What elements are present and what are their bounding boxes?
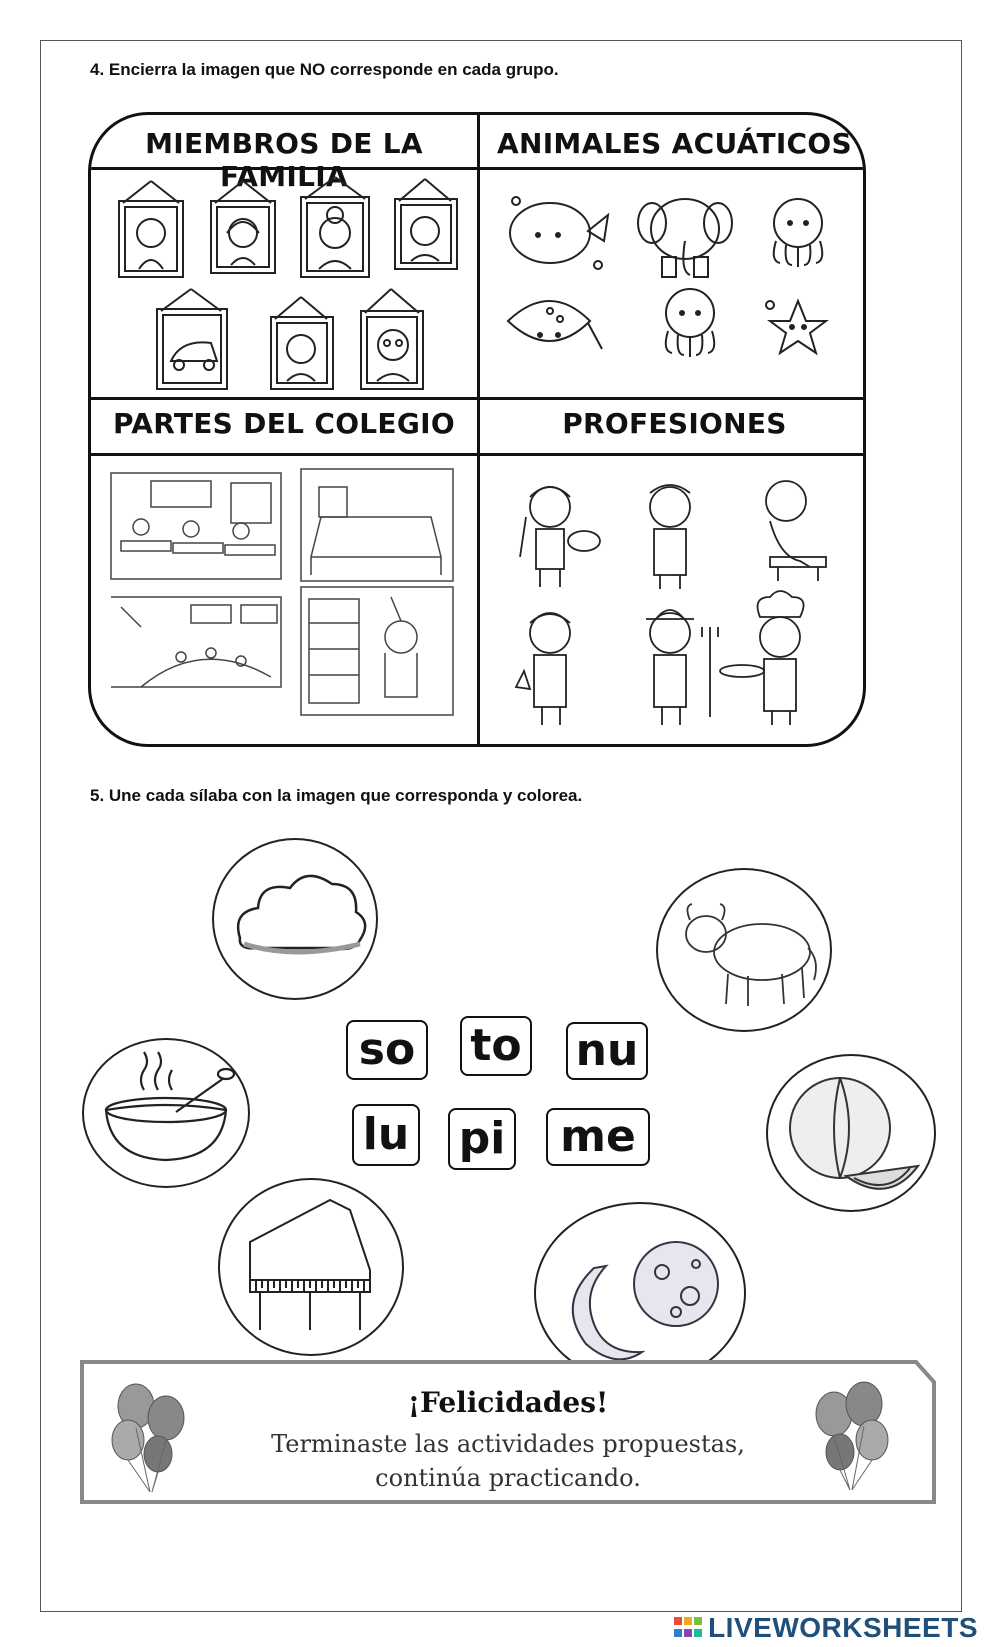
octopus2-icon: [666, 289, 715, 357]
aquatic-pictures: [480, 171, 866, 397]
frame-boy-icon: [119, 181, 183, 277]
farmer-icon: [646, 610, 718, 725]
grid-header-divider-bottom: [91, 453, 866, 456]
syllable-pi[interactable]: pi: [448, 1108, 516, 1170]
congratulations-line-2: continúa practicando.: [375, 1464, 641, 1492]
frame-grandma-icon: [301, 177, 369, 277]
frame-grandpa-icon: [361, 289, 423, 389]
family-pictures: [91, 171, 477, 397]
piano-circle[interactable]: [218, 1178, 404, 1356]
octopus-icon: [774, 199, 823, 267]
elderly-man-icon: [766, 481, 826, 581]
syllable-me[interactable]: me: [546, 1108, 650, 1166]
playground-icon: [111, 597, 281, 687]
melon-circle[interactable]: [766, 1054, 936, 1212]
nurse-icon: [650, 485, 690, 589]
syllable-lu[interactable]: lu: [352, 1104, 420, 1166]
melon-icon: [768, 1056, 934, 1210]
group-title-aquatic: ANIMALES ACUÁTICOS: [497, 127, 852, 160]
stingray-icon: [508, 301, 602, 349]
syllable-nu[interactable]: nu: [566, 1022, 648, 1080]
elephant-icon: [638, 199, 732, 277]
piano-icon: [220, 1180, 402, 1354]
congratulations-title: ¡Felicidades!: [407, 1386, 609, 1419]
groups-grid: [88, 112, 866, 747]
syllable-to[interactable]: to: [460, 1016, 532, 1076]
group-title-family: MIEMBROS DE LA FAMILIA: [145, 127, 423, 193]
soup-bowl-icon: [84, 1040, 248, 1186]
exercise-4-instruction: 4. Encierra la imagen que NO corresponde en cada grupo.: [90, 60, 559, 79]
library-icon: [301, 587, 453, 715]
group-title-professions: PROFESIONES: [562, 407, 787, 440]
group-title-school: PARTES DEL COLEGIO: [113, 407, 455, 440]
frame-girl2-icon: [395, 179, 457, 269]
soup-circle[interactable]: [82, 1038, 250, 1188]
scientist-icon: [516, 613, 570, 725]
cloud-icon: [214, 840, 376, 998]
frame-girl-icon: [211, 181, 275, 273]
starfish-icon: [766, 301, 826, 353]
congratulations-box: [78, 1358, 938, 1506]
professions-pictures: [480, 457, 866, 747]
moon-circle[interactable]: [534, 1202, 746, 1384]
syllable-so[interactable]: so: [346, 1020, 428, 1080]
moon-icon: [536, 1204, 744, 1382]
classroom-icon: [111, 473, 281, 579]
school-pictures: [91, 457, 477, 747]
liveworksheets-logo-icon: [674, 1615, 704, 1641]
congratulations-line-1: Terminaste las actividades propuestas,: [271, 1430, 745, 1458]
bull-circle[interactable]: [656, 868, 832, 1032]
painter-icon: [520, 487, 600, 587]
bull-icon: [658, 870, 830, 1030]
bedroom-icon: [301, 469, 453, 581]
grid-middle-divider: [91, 397, 866, 400]
frame-boy2-icon: [271, 297, 333, 389]
whale-icon: [510, 197, 608, 269]
liveworksheets-brand: LIVEWORKSHEETS: [708, 1612, 978, 1643]
cloud-circle[interactable]: [212, 838, 378, 1000]
frame-car-icon: [157, 289, 227, 389]
exercise-5-instruction: 5. Une cada sílaba con la imagen que corresponda y colorea.: [90, 786, 583, 805]
chef-icon: [720, 591, 804, 725]
liveworksheets-logo: [674, 1612, 978, 1644]
